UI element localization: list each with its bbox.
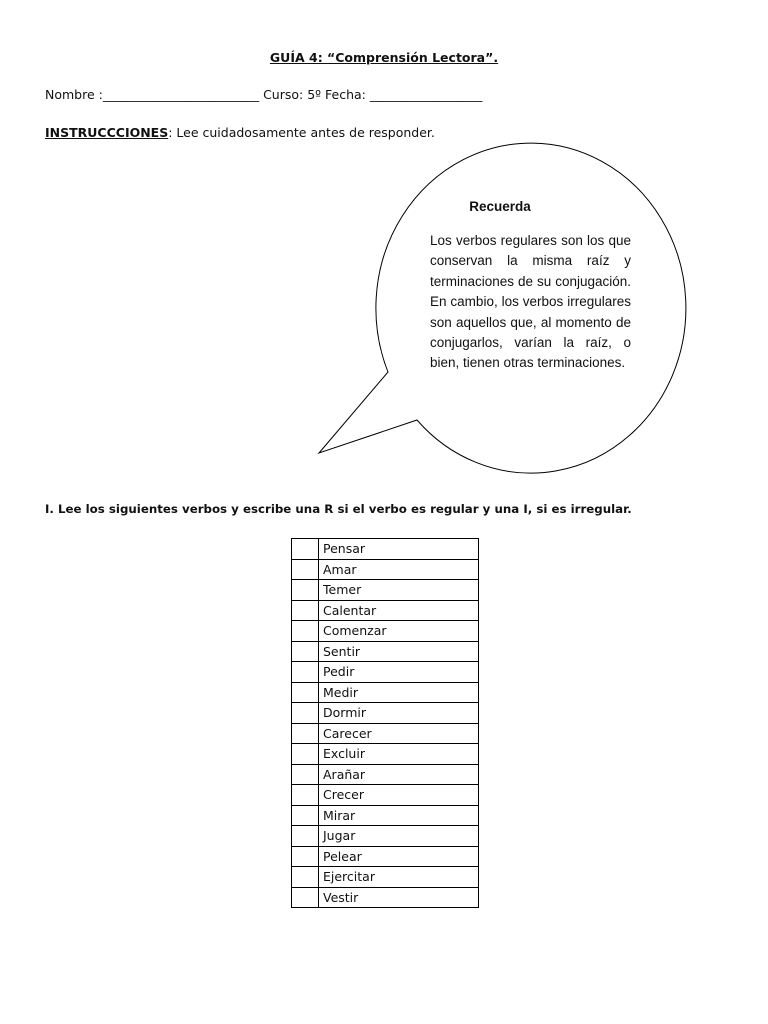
answer-cell[interactable] bbox=[292, 703, 319, 724]
table-row bbox=[292, 559, 479, 580]
table-row bbox=[292, 785, 479, 806]
table-row bbox=[292, 621, 479, 642]
section-1-prompt: I. Lee los siguientes verbos y escribe una R si el verbo es regular y una I, si es irregular. bbox=[45, 502, 632, 516]
callout-body: Los verbos regulares son los que conservan la misma raíz y terminaciones de su conjugación. En cambio, los verbos irregulares son aquellos que, al momento de conjugarlos, varían la raíz, o bien, tienen otras terminaciones. bbox=[430, 233, 631, 371]
answer-cell[interactable] bbox=[292, 600, 319, 621]
table-row bbox=[292, 641, 479, 662]
table-row bbox=[292, 764, 479, 785]
verb-cell: Vestir bbox=[319, 887, 479, 908]
answer-cell[interactable] bbox=[292, 682, 319, 703]
answer-cell[interactable] bbox=[292, 744, 319, 765]
table-row bbox=[292, 744, 479, 765]
answer-cell[interactable] bbox=[292, 887, 319, 908]
table-row bbox=[292, 846, 479, 867]
table-row bbox=[292, 580, 479, 601]
verb-cell: Arañar bbox=[319, 764, 479, 785]
verb-cell: Calentar bbox=[319, 600, 479, 621]
table-row bbox=[292, 662, 479, 683]
verb-cell: Pensar bbox=[319, 539, 479, 560]
verb-cell: Pelear bbox=[319, 846, 479, 867]
answer-cell[interactable] bbox=[292, 785, 319, 806]
table-row bbox=[292, 539, 479, 560]
callout-title: Recuerda bbox=[469, 199, 531, 214]
answer-cell[interactable] bbox=[292, 559, 319, 580]
table-row bbox=[292, 703, 479, 724]
table-row bbox=[292, 826, 479, 847]
answer-cell[interactable] bbox=[292, 580, 319, 601]
answer-cell[interactable] bbox=[292, 846, 319, 867]
answer-cell[interactable] bbox=[292, 621, 319, 642]
answer-cell[interactable] bbox=[292, 805, 319, 826]
verb-cell: Sentir bbox=[319, 641, 479, 662]
verb-cell: Ejercitar bbox=[319, 867, 479, 888]
instructions-label: INSTRUCCCIONES bbox=[45, 125, 169, 140]
answer-cell[interactable] bbox=[292, 764, 319, 785]
table-row bbox=[292, 682, 479, 703]
table-row bbox=[292, 600, 479, 621]
verb-cell: Pedir bbox=[319, 662, 479, 683]
table-row bbox=[292, 887, 479, 908]
verb-cell: Crecer bbox=[319, 785, 479, 806]
instructions-text: : Lee cuidadosamente antes de responder. bbox=[168, 125, 435, 140]
answer-cell[interactable] bbox=[292, 826, 319, 847]
student-info-line: Nombre :_________________________ Curso: 5º Fecha: __________________ bbox=[45, 87, 483, 102]
verbs-table bbox=[291, 538, 479, 908]
answer-cell[interactable] bbox=[292, 641, 319, 662]
verb-cell: Amar bbox=[319, 559, 479, 580]
answer-cell[interactable] bbox=[292, 662, 319, 683]
table-row bbox=[292, 805, 479, 826]
verb-cell: Comenzar bbox=[319, 621, 479, 642]
verb-cell: Dormir bbox=[319, 703, 479, 724]
answer-cell[interactable] bbox=[292, 867, 319, 888]
table-row bbox=[292, 723, 479, 744]
verb-cell: Temer bbox=[319, 580, 479, 601]
answer-cell[interactable] bbox=[292, 539, 319, 560]
verb-cell: Carecer bbox=[319, 723, 479, 744]
verb-cell: Mirar bbox=[319, 805, 479, 826]
instructions bbox=[45, 125, 435, 140]
verb-cell: Excluir bbox=[319, 744, 479, 765]
verb-cell: Jugar bbox=[319, 826, 479, 847]
verb-cell: Medir bbox=[319, 682, 479, 703]
table-row bbox=[292, 867, 479, 888]
page-title: GUÍA 4: “Comprensión Lectora”. bbox=[269, 50, 499, 65]
answer-cell[interactable] bbox=[292, 723, 319, 744]
